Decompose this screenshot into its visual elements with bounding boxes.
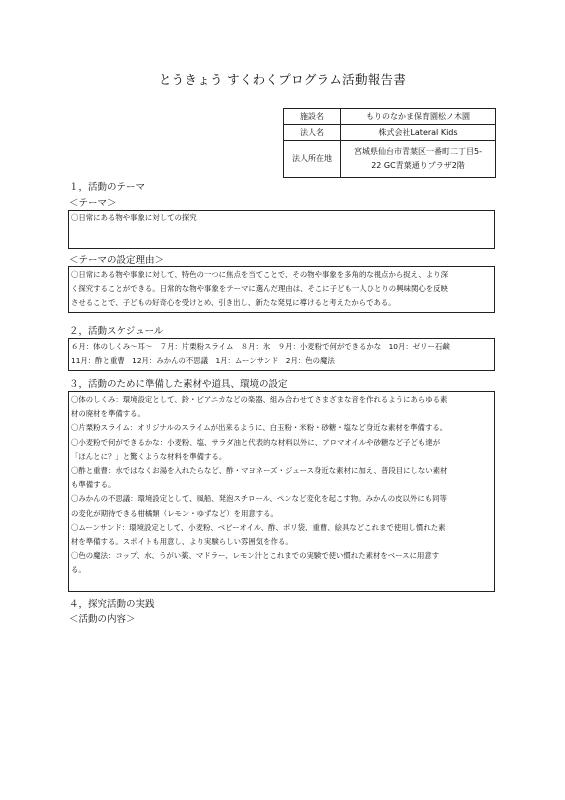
materials-line: る。 (71, 565, 86, 575)
theme-label: ＜テーマ＞ (69, 198, 117, 209)
theme-box (68, 210, 495, 249)
facility-value: もりのなかま保育園松ノ木園 (341, 109, 496, 125)
materials-line: 〇体のしくみ：環境設定として、鈴・ピアニカなどの楽器、組み合わせてさまざまな音を作れるようにあらゆる素 (71, 395, 448, 404)
corporation-row (284, 125, 496, 141)
section4-heading: ４，探究活動の実践 (69, 599, 155, 610)
address-line-2: 22 GC青葉通りプラザ2階 (371, 161, 465, 170)
materials-line: 材の廃材を準備する。 (71, 409, 145, 419)
materials-line: 材を準備する。スポイトも用意し、より実験らしい雰囲気を作る。 (71, 537, 293, 547)
materials-line: 〇ムーンサンド：環境設定として、小麦粉、ベビーオイル、酢、ポリ袋、重曹、絵具などこれまで使用し慣れた素 (71, 522, 446, 532)
materials-line: 〇小麦粉で何ができるかな：小麦粉、塩、サラダ油と代表的な材料以外に、アロマオイルや砂糖など子ども達が (71, 437, 441, 447)
facility-label: 施設名 (284, 109, 341, 125)
materials-box (68, 391, 495, 592)
facility-row (284, 109, 496, 125)
reason-line: させることで、子どもの好奇心を受けとめ、引き出し、新たな発見に導けると考えたからである。 (71, 298, 396, 308)
activity-content-label: ＜活動の内容＞ (69, 614, 136, 625)
reason-label: ＜テーマの設定理由＞ (69, 255, 165, 266)
corporation-label: 法人名 (284, 125, 341, 141)
address-line-1: 宮城県仙台市青葉区一番町二丁目5- (354, 147, 482, 156)
facility-info-table (283, 108, 496, 178)
materials-line: 〇色の魔法：コップ、水、うがい薬、マドラー、レモン汁とこれまでの実験で使い慣れた素材をベースに用意す (71, 551, 440, 561)
corporation-value: 株式会社Lateral Kids (341, 125, 496, 141)
section1-heading: １，活動のテーマ (69, 182, 146, 193)
address-value (341, 141, 496, 178)
materials-line: 〇酢と重曹：水ではなくお湯を入れたらなど、酢・マヨネーズ・ジュース身近な素材に加え、普段目にしない素材 (71, 466, 448, 476)
materials-line: も準備する。 (71, 480, 116, 490)
schedule-line: ６月：体のしくみ～耳～ ７月：片栗粉スライム ８月：氷 ９月：小麦粉で何ができるかな 10月：ゼリー石鹸 (71, 342, 450, 351)
section3-heading: ３，活動のために準備した素材や道具、環境の設定 (69, 379, 288, 390)
reason-box (68, 266, 495, 313)
materials-line: 「ほんとに？」と驚くような材料を準備する。 (71, 451, 227, 461)
materials-line: の変化が期待できる柑橘類（レモン・ゆずなど）を用意する。 (71, 508, 278, 518)
address-row (284, 141, 496, 178)
address-label: 法人所在地 (284, 141, 341, 178)
document-title: とうきょう すくわくプログラム活動報告書 (158, 72, 407, 87)
materials-line: 〇片栗粉スライム：オリジナルのスライムが出来るように、白玉粉・米粉・砂糖・塩など身近な素材を準備する。 (71, 423, 448, 433)
reason-line: 〇日常にある物や事象に対して、特色の一つに焦点を当てことで、その物や事象を多角的な視点から捉え、より深 (71, 270, 449, 279)
schedule-box (68, 338, 495, 371)
reason-line: く探究することができる。日常的な物や事象をテーマに選んだ理由は、そこに子ども一人ひとりの興味関心を反映 (71, 284, 448, 294)
schedule-line: 11月：酢と重曹 12月：みかんの不思議 1月：ムーンサンド 2月：色の魔法 (71, 356, 335, 366)
materials-line: 〇みかんの不思議：環境設定として、風船、発泡スチロール、ペンなど変化を起こす物。みかんの皮以外にも同等 (71, 494, 447, 504)
theme-text: 〇日常にある物や事象に対しての探究 (71, 213, 197, 222)
section2-heading: ２，活動スケジュール (69, 326, 164, 337)
